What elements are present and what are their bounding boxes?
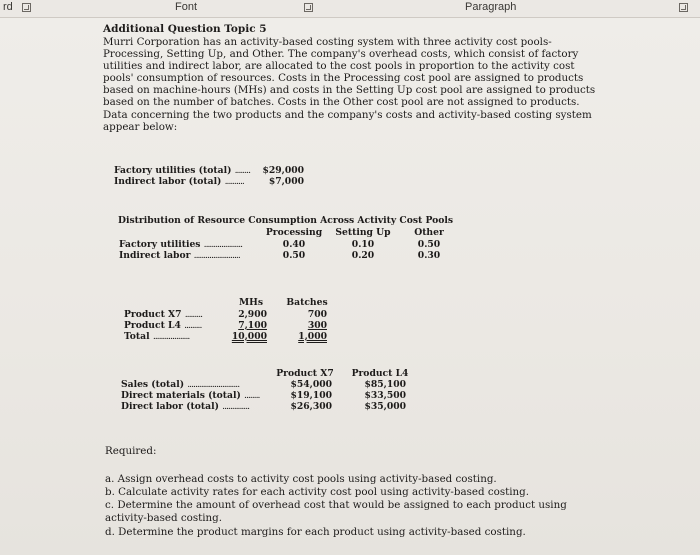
paragraph-line: Murri Corporation has an activity-based costing system with three activity cost pools- — [103, 36, 552, 48]
distribution-value: 0.10 — [351, 239, 375, 250]
distribution-row-label: Factory utilities .................... — [119, 239, 243, 250]
paragraph-line: appear below: — [103, 121, 178, 133]
distribution-header: Setting Up — [335, 227, 391, 238]
dialog-launcher-icon[interactable] — [22, 3, 31, 12]
product-value: $54,000 — [290, 379, 332, 390]
required-item: c. Determine the amount of overhead cost that would be assigned to each product using — [105, 499, 567, 511]
distribution-row-label: Indirect labor ........................ — [119, 250, 240, 261]
product-header: Product L4 — [351, 368, 409, 379]
question-title: Additional Question Topic 5 — [103, 23, 267, 35]
product-value: $33,500 — [364, 390, 406, 401]
required-item: activity-based costing. — [105, 512, 223, 524]
required-item: b. Calculate activity rates for each activity cost pool using activity-based costing. — [105, 486, 530, 498]
distribution-value: 0.50 — [282, 250, 306, 261]
distribution-title: Distribution of Resource Consumption Across Activity Cost Pools — [118, 215, 454, 226]
activity-header: Batches — [286, 297, 328, 308]
distribution-value: 0.40 — [282, 239, 306, 250]
paragraph-line: based on machine-hours (MHs) and costs in the Setting Up cost pool are assigned to products — [103, 84, 596, 96]
paragraph-dialog-launcher-icon[interactable] — [679, 3, 688, 12]
product-row-label: Direct labor (total) .............. — [121, 401, 250, 412]
product-header: Product X7 — [276, 368, 334, 379]
ribbon-bar — [0, 0, 700, 18]
activity-total: 10,000 — [231, 331, 267, 342]
document-page — [0, 18, 700, 555]
product-value: $85,100 — [364, 379, 406, 390]
activity-value: 7,100 — [238, 320, 267, 331]
activity-row-label: Total ................... — [124, 331, 190, 342]
paragraph-line: pools' consumption of resources. Costs in the Processing cost pool are assigned to products — [103, 72, 584, 84]
activity-total: 1,000 — [298, 331, 327, 342]
product-row-label: Sales (total) ........................... — [121, 379, 240, 390]
product-row-label: Direct materials (total) ........ — [121, 390, 260, 401]
overhead-value: $7,000 — [268, 176, 304, 187]
ribbon-left-fragment: rd — [3, 1, 13, 13]
distribution-header: Processing — [265, 227, 323, 238]
activity-value: 300 — [307, 320, 327, 331]
distribution-value: 0.30 — [417, 250, 441, 261]
paragraph-line: utilities and indirect labor, are allocated to the cost pools in proportion to the activity cost — [103, 60, 575, 72]
required-item: d. Determine the product margins for each product using activity-based costing. — [105, 526, 526, 538]
overhead-value: $29,000 — [262, 165, 304, 176]
distribution-value: 0.50 — [417, 239, 441, 250]
distribution-header: Other — [414, 227, 444, 238]
activity-value: 2,900 — [238, 309, 267, 320]
font-dialog-launcher-icon[interactable] — [304, 3, 313, 12]
ribbon-group-paragraph: Paragraph — [465, 1, 517, 13]
overhead-label: Indirect labor (total) .......... — [114, 176, 244, 187]
overhead-label: Factory utilities (total) ........ — [114, 165, 250, 176]
distribution-value: 0.20 — [351, 250, 375, 261]
activity-value: 700 — [307, 309, 327, 320]
required-item: a. Assign overhead costs to activity cost pools using activity-based costing. — [105, 473, 497, 485]
paragraph-line: based on the number of batches. Costs in the Other cost pool are not assigned to products. — [103, 96, 580, 108]
product-value: $35,000 — [364, 401, 406, 412]
activity-row-label: Product L4 ......... — [124, 320, 202, 331]
ribbon-group-font: Font — [175, 1, 198, 13]
activity-row-label: Product X7 ......... — [124, 309, 203, 320]
activity-header: MHs — [238, 297, 264, 308]
paragraph-line: Data concerning the two products and the company's costs and activity-based costing system — [103, 109, 592, 121]
paragraph-line: Processing, Setting Up, and Other. The company's overhead costs, which consist of factory — [103, 48, 579, 60]
required-heading: Required: — [105, 445, 157, 457]
product-value: $19,100 — [290, 390, 332, 401]
product-value: $26,300 — [290, 401, 332, 412]
